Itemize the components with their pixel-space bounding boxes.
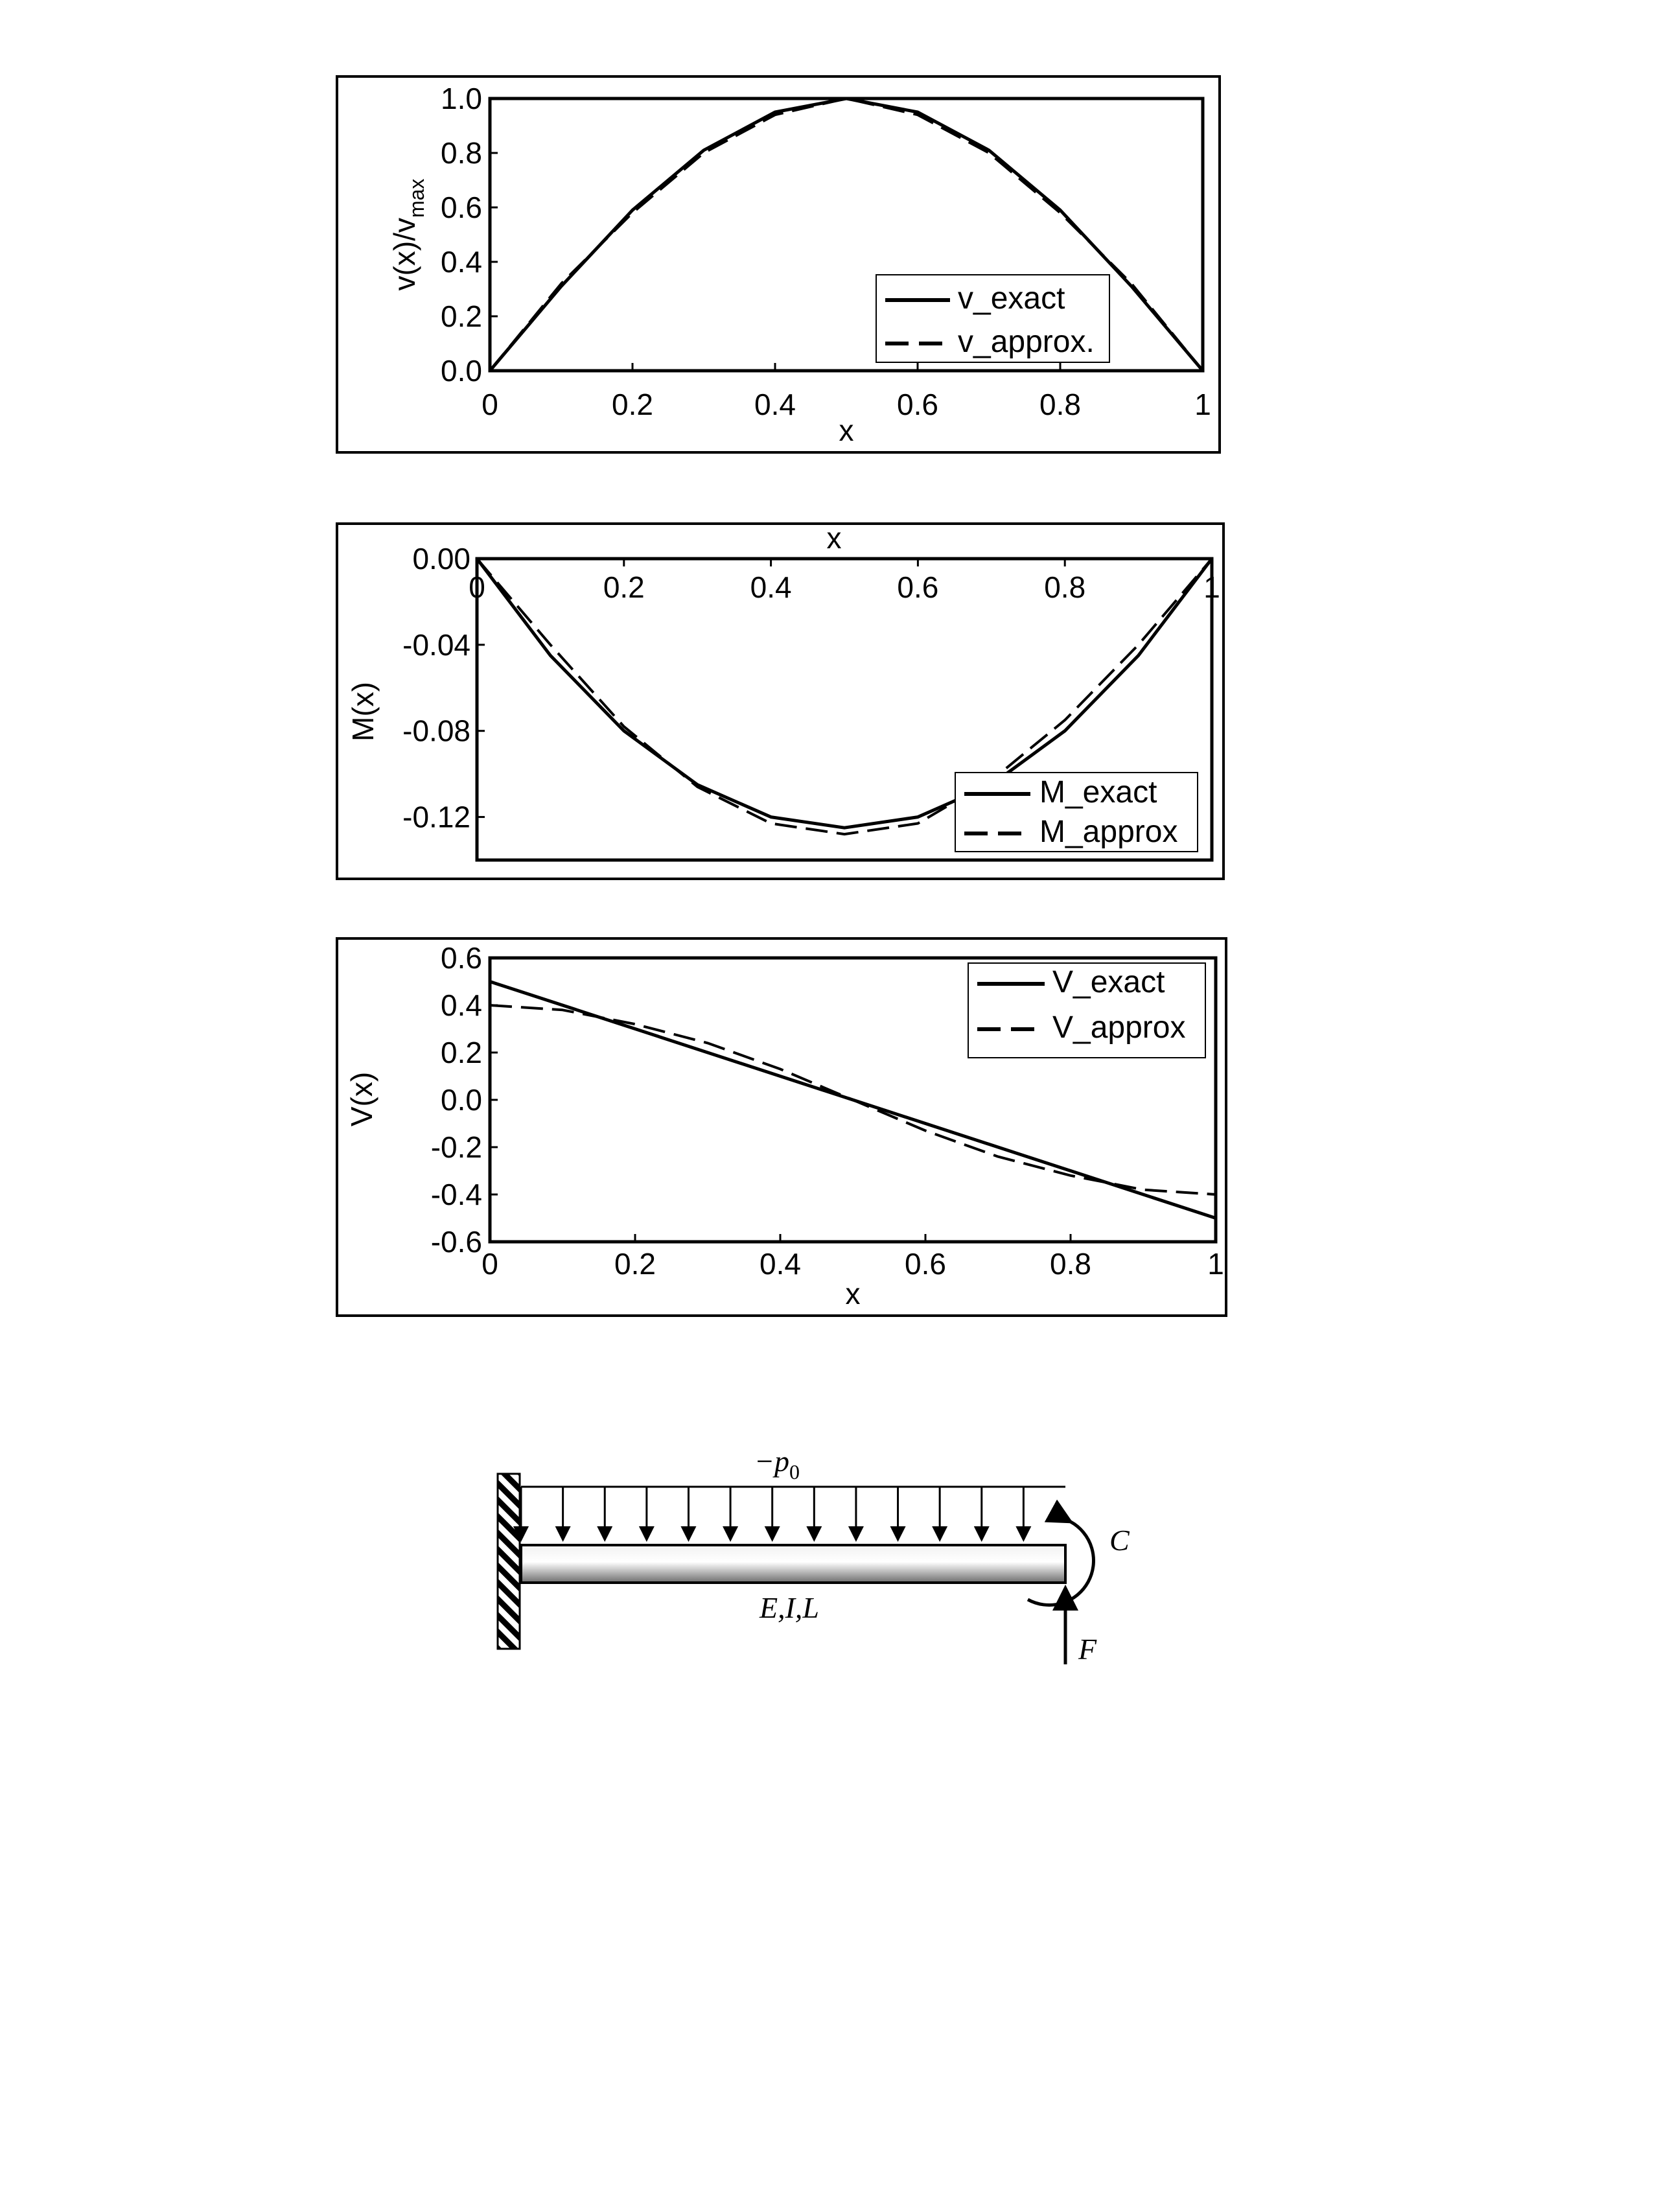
legend [955, 773, 1198, 852]
legend [968, 963, 1205, 1058]
moment-chart [337, 521, 1224, 879]
x-tick-label: 0.8 [1039, 388, 1081, 421]
y-tick-label: -0.12 [402, 800, 470, 834]
deflection-chart [337, 76, 1220, 452]
y-tick-label: -0.4 [430, 1178, 482, 1211]
x-tick-label: 0.2 [612, 388, 653, 421]
y-tick-label: 0.6 [441, 191, 482, 224]
force-label: F [1078, 1633, 1097, 1666]
y-tick-label: 0.0 [441, 354, 482, 388]
x-tick-label: 1 [1207, 1247, 1224, 1281]
x-tick-label: 0 [469, 570, 485, 604]
y-axis-label: $v(x)/v_{max}$ [388, 178, 428, 291]
y-axis-label: M(x) [346, 682, 380, 741]
y-tick-label: 0.4 [441, 988, 482, 1022]
y-tick-label: 0.2 [441, 1036, 482, 1069]
y-tick-label: 0.6 [441, 941, 482, 975]
x-tick-label: 0.4 [760, 1247, 801, 1281]
x-tick-label: 1 [1203, 570, 1220, 604]
y-tick-label: 0.8 [441, 136, 482, 170]
cantilever-beam-diagram [498, 1445, 1130, 1666]
y-tick-label: 0.2 [441, 299, 482, 333]
x-tick-label: 0.6 [897, 570, 939, 604]
x-axis-label: x [826, 521, 842, 555]
legend [876, 275, 1109, 362]
legend-label: v_exact [958, 281, 1065, 316]
legend-label: V_exact [1052, 965, 1165, 999]
x-tick-label: 0 [481, 388, 498, 421]
legend-label: M_exact [1039, 775, 1157, 809]
y-tick-label: -0.6 [430, 1225, 482, 1259]
x-tick-label: 0.8 [1050, 1247, 1091, 1281]
y-tick-label: 0.00 [412, 542, 470, 576]
beam [521, 1545, 1065, 1583]
x-tick-label: 0.4 [750, 570, 792, 604]
legend-label: v_approx. [958, 325, 1095, 359]
x-tick-label: 0.2 [603, 570, 645, 604]
y-tick-label: 0.4 [441, 245, 482, 279]
x-axis-label: x [839, 413, 854, 447]
y-axis-label: V(x) [345, 1071, 378, 1127]
distributed-load-arrows [521, 1487, 1023, 1540]
y-tick-label: 1.0 [441, 82, 482, 115]
x-tick-label: 0.6 [905, 1247, 946, 1281]
y-tick-label: -0.08 [402, 714, 470, 748]
legend-label: M_approx [1039, 815, 1178, 849]
x-tick-label: 0.8 [1044, 570, 1086, 604]
x-tick-label: 1 [1194, 388, 1211, 421]
legend-label: V_approx [1052, 1010, 1186, 1045]
y-tick-label: -0.04 [402, 627, 470, 662]
y-tick-label: -0.2 [430, 1130, 482, 1164]
x-tick-label: 0.6 [897, 388, 938, 421]
moment-label: C [1109, 1524, 1130, 1557]
shear-chart [337, 938, 1226, 1316]
x-tick-label: 0 [481, 1247, 498, 1281]
x-tick-label: 0.2 [614, 1247, 656, 1281]
y-tick-label: 0.0 [441, 1083, 482, 1117]
distributed-load-label: $-p_0$ [754, 1445, 800, 1484]
x-tick-label: 0.4 [754, 388, 796, 421]
fixed-support-wall [498, 1474, 520, 1649]
beam-properties-label: E,I,L [760, 1591, 819, 1624]
x-axis-label: x [845, 1277, 861, 1310]
